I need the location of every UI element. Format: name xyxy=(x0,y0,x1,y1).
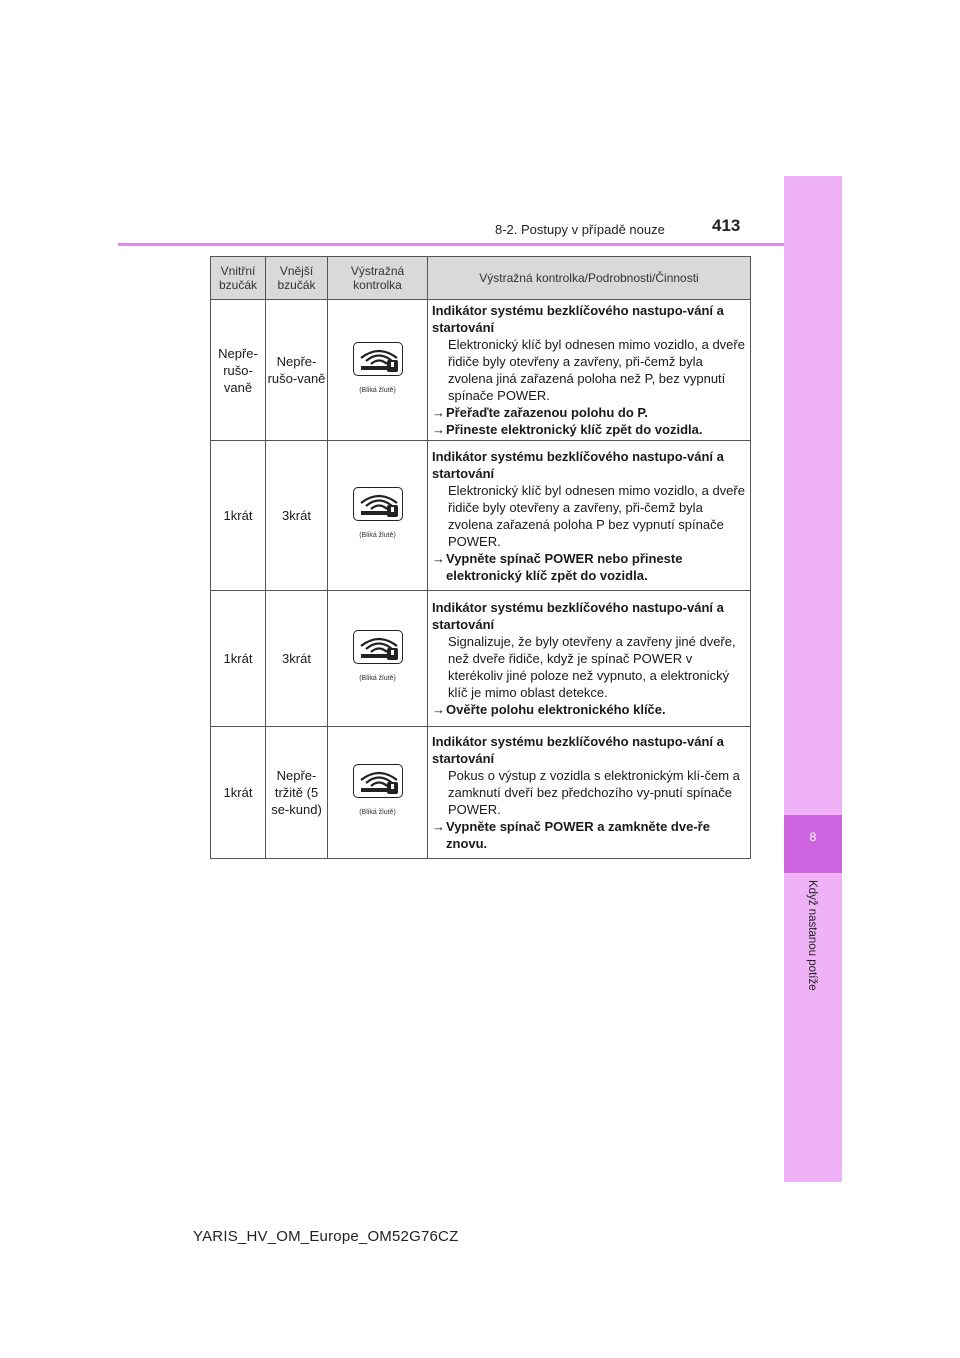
indicator-description: Pokus o výstup z vozidla s elektronickým klí-čem a zamknutí dveří bez předchozího vy-pnutí spínače POWER. xyxy=(448,768,740,817)
icon-caption: (Bliká žlutě) xyxy=(359,809,396,816)
arrow-icon: → xyxy=(432,702,445,717)
indicator-title: Indikátor systému bezklíčového nastupo-vání a startování xyxy=(432,303,724,335)
details-cell xyxy=(428,591,751,727)
arrow-icon: → xyxy=(432,405,445,420)
outer-buzzer-cell: 3krát xyxy=(266,591,328,727)
indicator-title: Indikátor systému bezklíčového nastupo-vání a startování xyxy=(432,600,724,632)
warning-light-cell xyxy=(328,441,428,591)
icon-caption: (Bliká žlutě) xyxy=(359,532,396,539)
details-cell xyxy=(428,727,751,859)
arrow-icon: → xyxy=(432,550,445,566)
outer-buzzer-cell: 3krát xyxy=(266,441,328,591)
warning-light-cell xyxy=(328,300,428,441)
chapter-tab-active[interactable] xyxy=(784,815,842,873)
warning-light-cell xyxy=(328,727,428,859)
inner-buzzer-cell: 1krát xyxy=(211,591,266,727)
table-row xyxy=(211,441,751,591)
indicator-description: Elektronický klíč byl odnesen mimo vozidlo, a dveře řidiče byly otevřeny a zavřeny, při-čemž byla zvolena jiná zařazená poloha než P, bez vypnutí spínače POWER. xyxy=(448,337,745,403)
warning-light-cell xyxy=(328,591,428,727)
outer-buzzer-cell: Nepře-rušo-vaně xyxy=(266,300,328,441)
arrow-icon: → xyxy=(432,422,445,437)
action-item: →Přineste elektronický klíč zpět do vozidla. xyxy=(432,422,703,437)
key-signal-glyph xyxy=(357,767,401,795)
key-signal-glyph xyxy=(357,490,401,518)
chapter-number: 8 xyxy=(809,830,817,844)
column-header-outer-buzzer: Vnější bzučák xyxy=(266,257,328,300)
action-item: →Vypněte spínač POWER a zamkněte dve-ře znovu. xyxy=(432,819,710,851)
smart-key-indicator-icon xyxy=(353,342,403,376)
section-title: 8-2. Postupy v případě nouze xyxy=(495,222,665,237)
indicator-title: Indikátor systému bezklíčového nastupo-vání a startování xyxy=(432,734,724,766)
indicator-title: Indikátor systému bezklíčového nastupo-vání a startování xyxy=(432,448,724,481)
page-number: 413 xyxy=(712,216,741,235)
action-item: →Přeřaďte zařazenou polohu do P. xyxy=(432,405,648,420)
column-header-inner-buzzer: Vnitřní bzučák xyxy=(211,257,266,300)
indicator-description: Signalizuje, že byly otevřeny a zavřeny jiné dveře, než dveře řidiče, když je spínač POWER v kterékoliv jiné poloze než vypnuto, a elektronický klíč je mimo oblast detekce. xyxy=(448,634,736,700)
smart-key-indicator-icon xyxy=(353,764,403,798)
table-header-row xyxy=(211,257,751,300)
details-cell xyxy=(428,441,751,591)
icon-caption: (Bliká žlutě) xyxy=(359,386,396,394)
key-signal-glyph xyxy=(357,345,401,373)
chapter-label: Když nastanou potíže xyxy=(806,880,818,991)
column-header-warning-light: Výstražná kontrolka xyxy=(328,257,428,300)
action-item: →Vypněte spínač POWER nebo přineste elektronický klíč zpět do vozidla. xyxy=(432,550,683,583)
header-rule xyxy=(118,243,784,246)
table-row xyxy=(211,727,751,859)
table-row xyxy=(211,300,751,441)
inner-buzzer-cell: 1krát xyxy=(211,727,266,859)
outer-buzzer-cell: Nepře-tržitě (5 se-kund) xyxy=(266,727,328,859)
indicator-description: Elektronický klíč byl odnesen mimo vozidlo, a dveře řidiče byly otevřeny a zavřeny, při-čemž byla zvolena zařazená poloha P bez vypnutí spínače POWER. xyxy=(448,482,745,549)
table-row xyxy=(211,591,751,727)
column-header-details: Výstražná kontrolka/Podrobnosti/Činnosti xyxy=(428,257,751,300)
icon-caption: (Bliká žlutě) xyxy=(359,675,396,682)
document-code: YARIS_HV_OM_Europe_OM52G76CZ xyxy=(193,1228,459,1245)
smart-key-indicator-icon xyxy=(353,487,403,521)
action-item: →Ověřte polohu elektronického klíče. xyxy=(432,702,666,717)
arrow-icon: → xyxy=(432,819,445,834)
smart-key-indicator-icon xyxy=(353,630,403,664)
warning-table xyxy=(210,256,751,859)
details-cell xyxy=(428,300,751,441)
key-signal-glyph xyxy=(357,633,401,661)
inner-buzzer-cell: Nepře-rušo-vaně xyxy=(211,300,266,441)
inner-buzzer-cell: 1krát xyxy=(211,441,266,591)
